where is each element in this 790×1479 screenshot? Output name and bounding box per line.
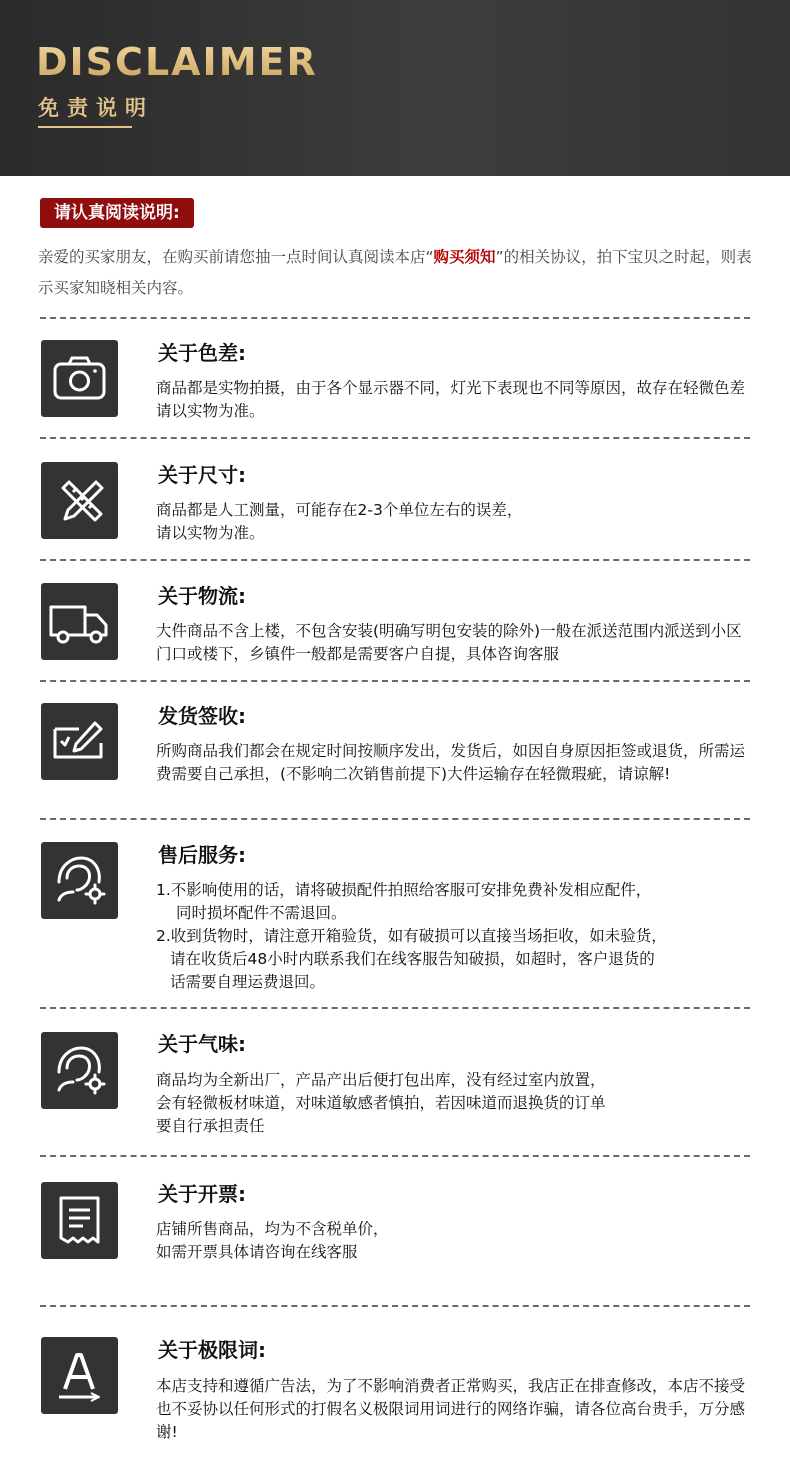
divider <box>40 680 750 682</box>
section-title: 发货签收: <box>158 704 246 728</box>
intro-highlight: 购买须知 <box>433 248 496 266</box>
section-title: 关于尺寸: <box>158 463 246 487</box>
notice-badge: 请认真阅读说明: <box>40 198 194 228</box>
section-line: 大件商品不含上楼，不包含安装(明确写明包安装的除外)一般在派送范围内派送到小区门口或楼下，乡镇件一般都是需要客户自提，具体咨询客服 <box>156 622 742 663</box>
support-icon <box>41 1032 118 1109</box>
font-a-icon <box>41 1337 118 1414</box>
section-line: 1.不影响使用的话，请将破损配件拍照给客服可安排免费补发相应配件， <box>156 881 652 899</box>
intro-before: 亲爱的买家朋友，在购买前请您抽一点时间认真阅读本店“ <box>38 248 434 266</box>
section-line: 所购商品我们都会在规定时间按顺序发出，发货后，如因自身原因拒签或退货，所需运费需要自己承担，(不影响二次销售前提下)大件运输存在轻微瑕疵，请谅解! <box>156 742 746 783</box>
header-title-cn: 免责说明 <box>38 96 154 120</box>
ruler-pencil-icon <box>41 462 118 539</box>
section-title: 关于色差: <box>158 341 246 365</box>
header-banner <box>0 0 790 176</box>
section-line: 如需开票具体请咨询在线客服 <box>156 1243 358 1261</box>
section-line: 商品都是人工测量，可能存在2-3个单位左右的误差， <box>156 501 523 519</box>
section-body <box>156 1375 756 1444</box>
section-title: 关于气味: <box>158 1032 246 1056</box>
intro-after: ”的相关协议，拍下宝贝之时起，则表示买家知晓相关内容。 <box>38 248 752 297</box>
section-body <box>156 1069 756 1138</box>
section-body <box>156 879 756 994</box>
divider <box>40 437 750 439</box>
section-title: 关于极限词: <box>158 1338 266 1362</box>
divider <box>40 1155 750 1157</box>
section-title: 关于开票: <box>158 1182 246 1206</box>
section-line: 本店支持和遵循广告法，为了不影响消费者正常购买，我店正在排查修改，本店不接受也不妥协以任何形式的打假名义极限词用词进行的网络诈骗，请各位高台贵手，万分感谢! <box>156 1377 746 1441</box>
receipt-icon <box>41 1182 118 1259</box>
section-line: 店铺所售商品，均为不含税单价， <box>156 1220 389 1238</box>
section-body <box>156 499 756 545</box>
intro-text <box>38 242 754 304</box>
header-title-en: DISCLAIMER <box>36 40 318 84</box>
section-body <box>156 740 756 786</box>
divider <box>40 818 750 820</box>
section-body <box>156 1218 756 1264</box>
section-line: 会有轻微板材味道，对味道敏感者慎拍，若因味道而退换货的订单 <box>156 1094 606 1112</box>
section-line: 商品都是实物拍摄，由于各个显示器不同，灯光下表现也不同等原因，故存在轻微色差请以实物为准。 <box>156 379 746 420</box>
section-line: 请在收货后48小时内联系我们在线客服告知破损，如超时，客户退货的 <box>170 950 655 968</box>
divider <box>40 317 750 319</box>
section-line: 同时损坏配件不需退回。 <box>176 904 347 922</box>
section-line: 要自行承担责任 <box>156 1117 265 1135</box>
section-line: 2.收到货物时，请注意开箱验货，如有破损可以直接当场拒收，如未验货， <box>156 927 667 945</box>
section-body <box>156 620 756 666</box>
divider <box>40 1305 750 1307</box>
section-line: 话需要自理运费退回。 <box>170 973 326 991</box>
section-title: 关于物流: <box>158 584 246 608</box>
divider <box>40 559 750 561</box>
truck-icon <box>41 583 118 660</box>
section-line: 商品均为全新出厂，产品产出后便打包出库，没有经过室内放置， <box>156 1071 606 1089</box>
divider <box>40 1007 750 1009</box>
section-body <box>156 377 756 423</box>
camera-icon <box>41 340 118 417</box>
support-icon <box>41 842 118 919</box>
section-line: 请以实物为准。 <box>156 524 265 542</box>
sign-icon <box>41 703 118 780</box>
section-title: 售后服务: <box>158 843 246 867</box>
header-underline <box>38 126 132 128</box>
